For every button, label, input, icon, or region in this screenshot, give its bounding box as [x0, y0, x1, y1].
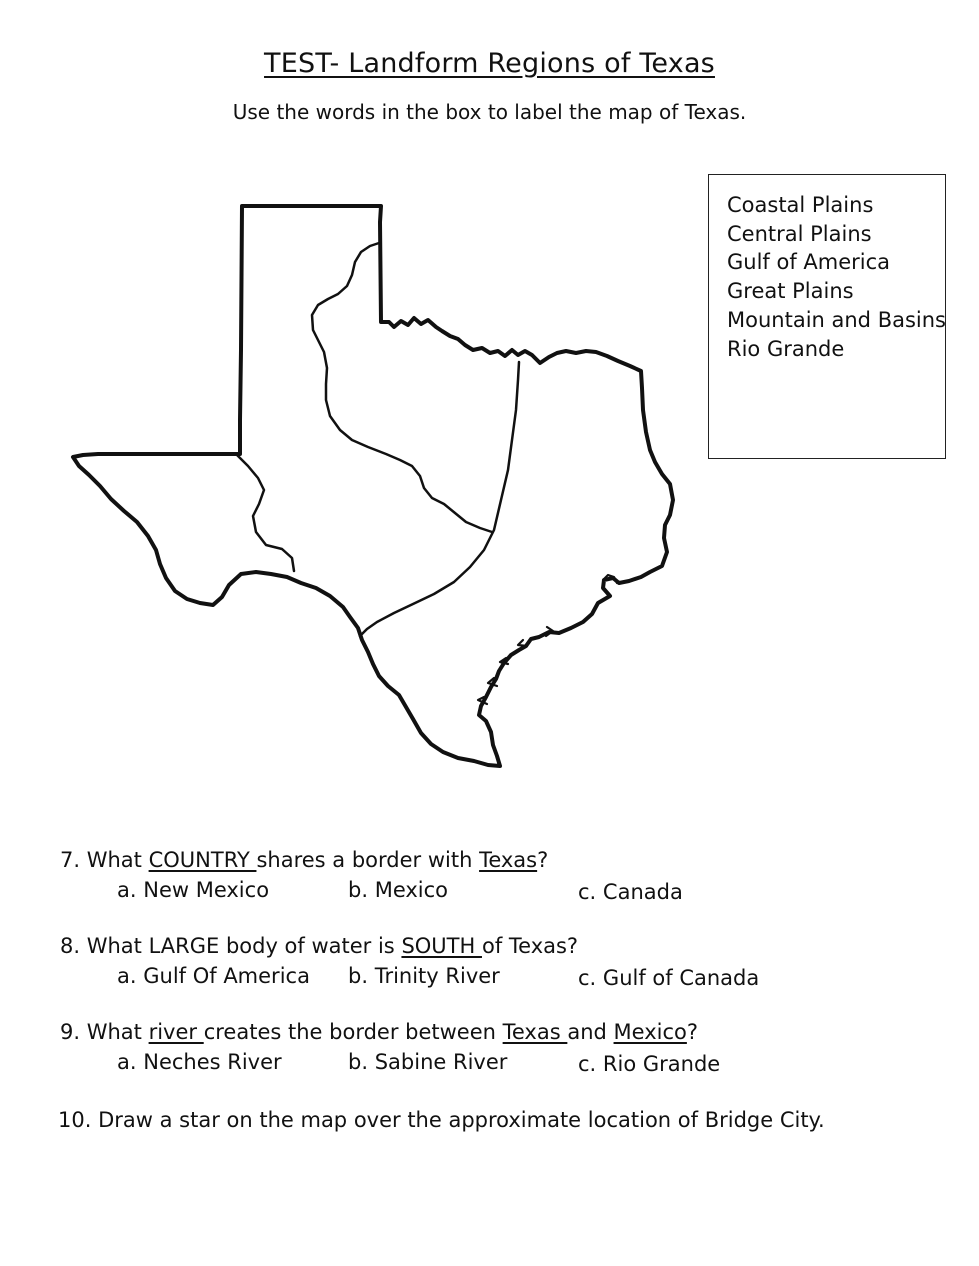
question-9 [60, 1020, 698, 1044]
question-number: 7. [60, 848, 81, 872]
texas-outline [73, 206, 673, 766]
answer-option-a[interactable]: a. New Mexico [117, 878, 270, 902]
answer-option-c[interactable]: c. Gulf of Canada [578, 966, 760, 990]
coastline-detail [478, 575, 617, 704]
question-number: 10. [58, 1108, 92, 1132]
question-text-underlined: Texas [502, 1020, 568, 1044]
answer-option-a[interactable]: a. Neches River [117, 1050, 282, 1074]
question-10 [58, 1108, 825, 1132]
word-bank-item: Gulf of America [727, 250, 891, 275]
question-text-underlined: Mexico [613, 1020, 687, 1044]
word-bank-item: Great Plains [727, 279, 854, 304]
answer-option-b[interactable]: b. Mexico [348, 878, 449, 902]
question-text-underlined: river [148, 1020, 204, 1044]
question-text-underlined: COUNTRY [148, 848, 257, 872]
answer-option-a[interactable]: a. Gulf Of America [117, 964, 310, 988]
answer-option-b[interactable]: b. Trinity River [348, 964, 500, 988]
question-text: What LARGE body of water is [86, 934, 402, 958]
region-line-great-plains [312, 243, 492, 532]
question-8 [60, 934, 578, 958]
question-text: of Texas? [481, 934, 579, 958]
question-text: What [86, 1020, 149, 1044]
word-bank-item: Mountain and Basins [727, 307, 946, 332]
question-number: 9. [60, 1020, 81, 1044]
word-bank-box [708, 174, 946, 459]
answer-option-b[interactable]: b. Sabine River [348, 1050, 508, 1074]
worksheet-title: TEST- Landform Regions of Texas [264, 48, 715, 79]
answer-option-c[interactable]: c. Canada [578, 880, 683, 904]
question-text: What [86, 848, 149, 872]
question-text: Draw a star on the map over the approximate location of Bridge City. [98, 1108, 825, 1132]
question-text-underlined: SOUTH [401, 934, 482, 958]
question-text: shares a border with [256, 848, 480, 872]
instructions: Use the words in the box to label the map of Texas. [232, 100, 747, 124]
word-bank-item: Rio Grande [727, 336, 845, 361]
question-text-underlined: Texas [479, 848, 538, 872]
question-number: 8. [60, 934, 81, 958]
region-line-central-coastal [360, 362, 519, 636]
question-text: ? [686, 1020, 699, 1044]
question-text: and [567, 1020, 614, 1044]
word-bank-item: Coastal Plains [727, 193, 874, 217]
question-text: creates the border between [203, 1020, 503, 1044]
question-text: ? [537, 848, 549, 872]
word-bank-item: Central Plains [727, 221, 872, 246]
answer-option-c[interactable]: c. Rio Grande [578, 1052, 721, 1076]
question-7 [60, 848, 548, 872]
region-line-mountains [237, 455, 294, 571]
